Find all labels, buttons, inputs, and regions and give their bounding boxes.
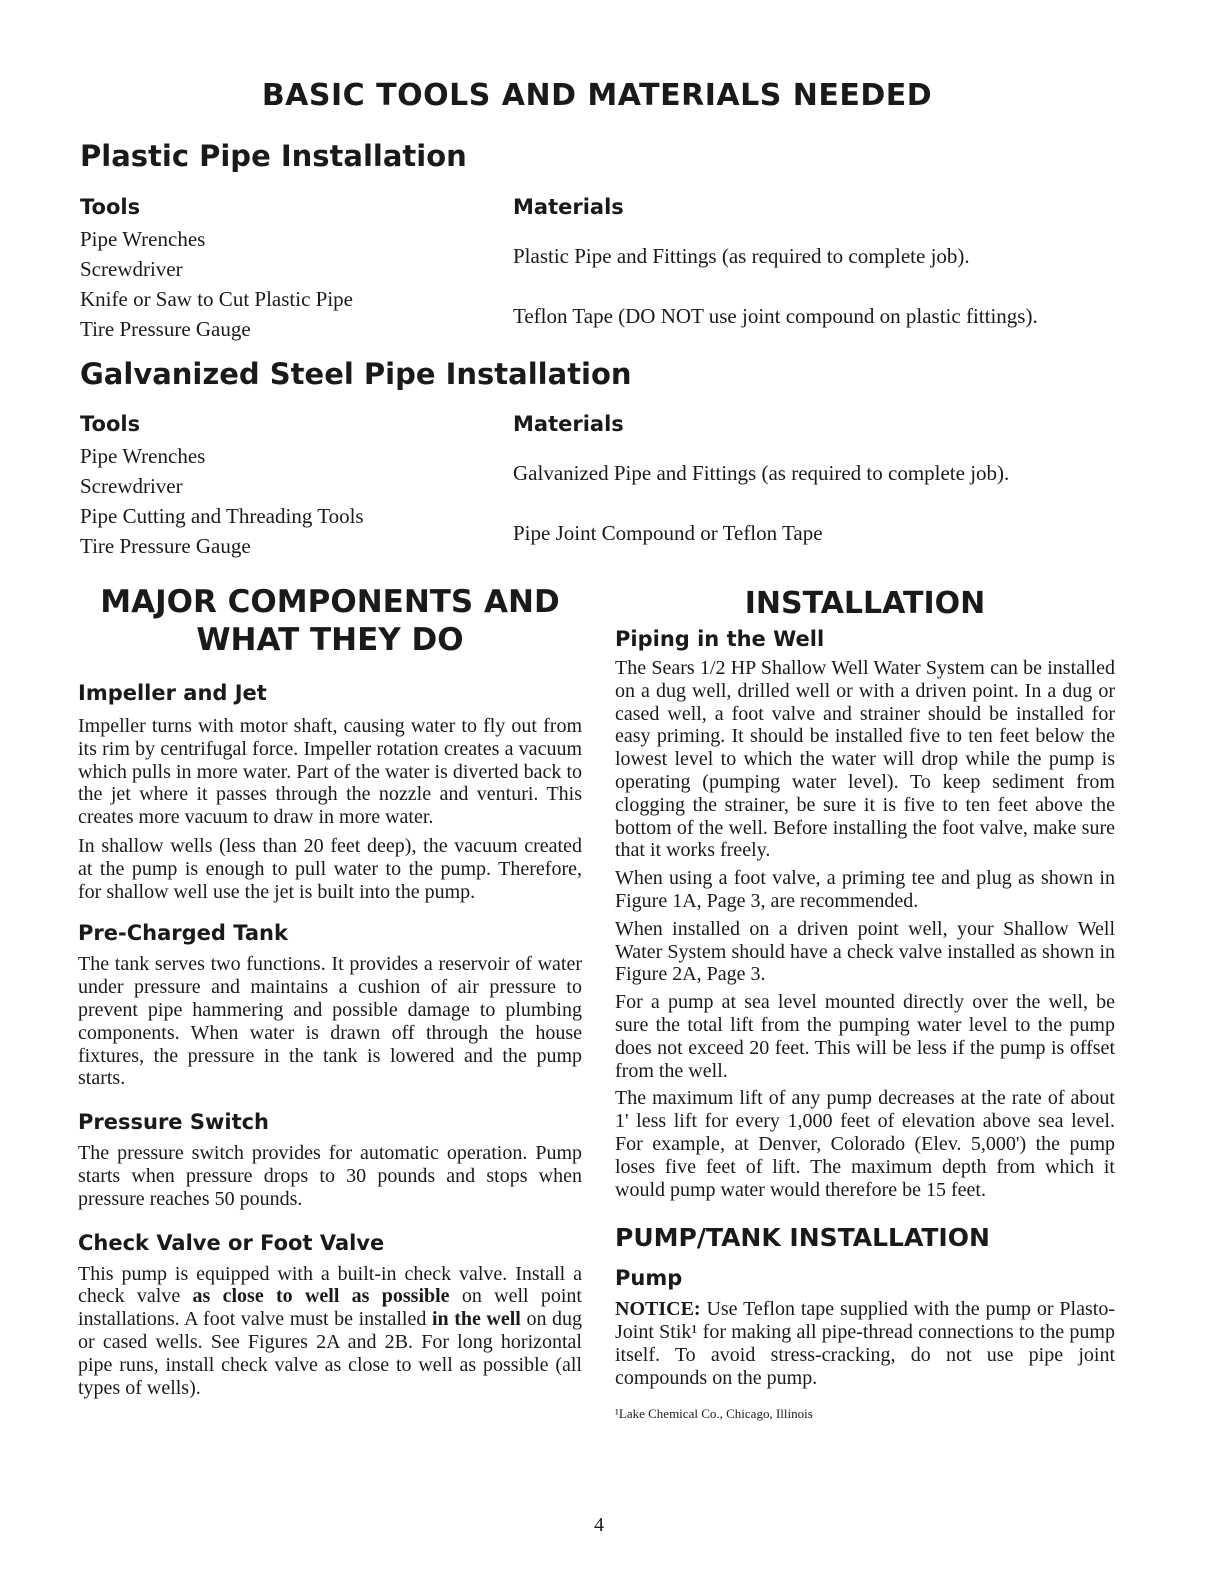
installation-column [615, 585, 1115, 1422]
pressure-switch-paragraph: The pressure switch provides for automatic operation. Pump starts when pressure drops to 30 pounds and stops when pressure reaches 50 pounds. [78, 1142, 582, 1210]
plastic-section-title: Plastic Pipe Installation [80, 139, 467, 173]
check-valve-paragraph: This pump is equipped with a built-in check valve. Install a check valve as close to well as possible on well point installations. A foot valve must be installed in the well on dug or cased wells. See Figures 2A and 2B. For long horizontal pipe runs, install check valve as close to well as possible (all types of wells). [78, 1262, 583, 1399]
list-item: Knife or Saw to Cut Plastic Pipe [80, 287, 353, 311]
check-valve-heading: Check Valve or Foot Valve [78, 1230, 385, 1255]
components-heading [78, 583, 582, 659]
list-item: Tire Pressure Gauge [80, 534, 251, 558]
impeller-heading: Impeller and Jet [78, 681, 267, 705]
list-item: Pipe Wrenches [80, 444, 206, 468]
impeller-paragraph-2: In shallow wells (less than 20 feet deep), the vacuum created at the pump is enough to pull water to the pump. Therefore, for shallow well use the jet is built into the pump. [78, 834, 582, 903]
list-item: Screwdriver [80, 257, 183, 281]
piping-paragraph-5: The maximum lift of any pump decreases at the rate of about 1' less lift for every 1,000 feet of elevation above sea level. For example, at Denver, Colorado (Elev. 5,000') the pump loses five feet of lift. The maximum depth from which it would pump water would therefore be 15 feet. [615, 1087, 1115, 1201]
galvanized-section-title: Galvanized Steel Pipe Installation [80, 357, 632, 391]
plastic-materials-list [513, 226, 1153, 346]
tank-paragraph: The tank serves two functions. It provides a reservoir of water under pressure and maintains a cushion of air pressure to prevent pipe hammering and possible damage to plumbing components. When water is drawn off through the house fixtures, the pressure in the tank is lowered and the pump starts. [78, 953, 582, 1090]
galvanized-materials-list [513, 443, 1153, 563]
list-item: Screwdriver [80, 474, 183, 498]
footnote: ¹Lake Chemical Co., Chicago, Illinois [615, 1405, 813, 1421]
piping-paragraph-3: When installed on a driven point well, your Shallow Well Water System should have a check valve installed as shown in Figure 2A, Page 3. [615, 917, 1115, 986]
galvanized-tools-heading: Tools [80, 412, 141, 436]
pump-heading: Pump [615, 1266, 683, 1291]
piping-paragraph-2: When using a foot valve, a priming tee and plug as shown in Figure 1A, Page 3, are recommended. [615, 867, 1115, 912]
emphasis: in the well [431, 1308, 521, 1331]
list-item: Plastic Pipe and Fittings (as required to complete job). [513, 244, 970, 268]
tank-heading: Pre-Charged Tank [78, 921, 288, 946]
piping-paragraph-1: The Sears 1/2 HP Shallow Well Water System can be installed on a dug well, drilled well or with a driven point. In a dug or cased well, a foot valve and strainer should be installed for easy priming. It should be installed five to ten feet below the lowest level to which the water will drop while the pump is operating (pumping water level). To keep sediment from clogging the strainer, be sure it is five to ten feet above the bottom of the well. Before installing the foot valve, make sure that it works freely. [615, 657, 1115, 862]
notice-label: NOTICE: [615, 1298, 701, 1321]
plastic-tools-list [80, 224, 490, 344]
piping-heading: Piping in the Well [615, 627, 825, 651]
components-heading-line1: MAJOR COMPONENTS AND [100, 584, 560, 620]
pressure-switch-heading: Pressure Switch [78, 1110, 270, 1135]
list-item: Pipe Wrenches [80, 227, 206, 251]
installation-heading: INSTALLATION [744, 586, 986, 621]
list-item: Teflon Tape (DO NOT use joint compound on plastic fittings). [513, 304, 1038, 328]
components-heading-line2: WHAT THEY DO [196, 622, 464, 658]
emphasis: as close to well as possible [192, 1285, 450, 1308]
list-item: Tire Pressure Gauge [80, 317, 251, 341]
impeller-paragraph-1: Impeller turns with motor shaft, causing water to fly out from its rim by centrifugal force. Impeller rotation creates a vacuum which pulls in more water. Part of the water is diverted back to the jet where it passes through the nozzle and venturi. This creates more vacuum to draw in more water. [78, 715, 582, 829]
plastic-materials-heading: Materials [513, 195, 624, 219]
galvanized-materials-heading: Materials [513, 412, 624, 436]
plastic-tools-heading: Tools [80, 195, 141, 219]
notice-paragraph: NOTICE: Use Teflon tape supplied with the pump or Plasto-Joint Stik¹ for making all pipe-thread connections to the pump itself. To avoid stress-cracking, do not use pipe joint compounds on the pump. [615, 1298, 1115, 1389]
galvanized-tools-list [80, 441, 490, 561]
page-title: BASIC TOOLS AND MATERIALS NEEDED [261, 78, 933, 113]
piping-paragraph-4: For a pump at sea level mounted directly over the well, be sure the total lift from the pumping water level to the pump does not exceed 20 feet. This will be less if the pump is offset from the well. [615, 991, 1115, 1082]
list-item: Pipe Joint Compound or Teflon Tape [513, 521, 823, 545]
list-item: Galvanized Pipe and Fittings (as required to complete job). [513, 461, 1010, 485]
components-column [78, 583, 582, 1399]
pump-tank-heading: PUMP/TANK INSTALLATION [615, 1223, 990, 1253]
list-item: Pipe Cutting and Threading Tools [80, 504, 364, 528]
page-number: 4 [594, 1514, 604, 1536]
